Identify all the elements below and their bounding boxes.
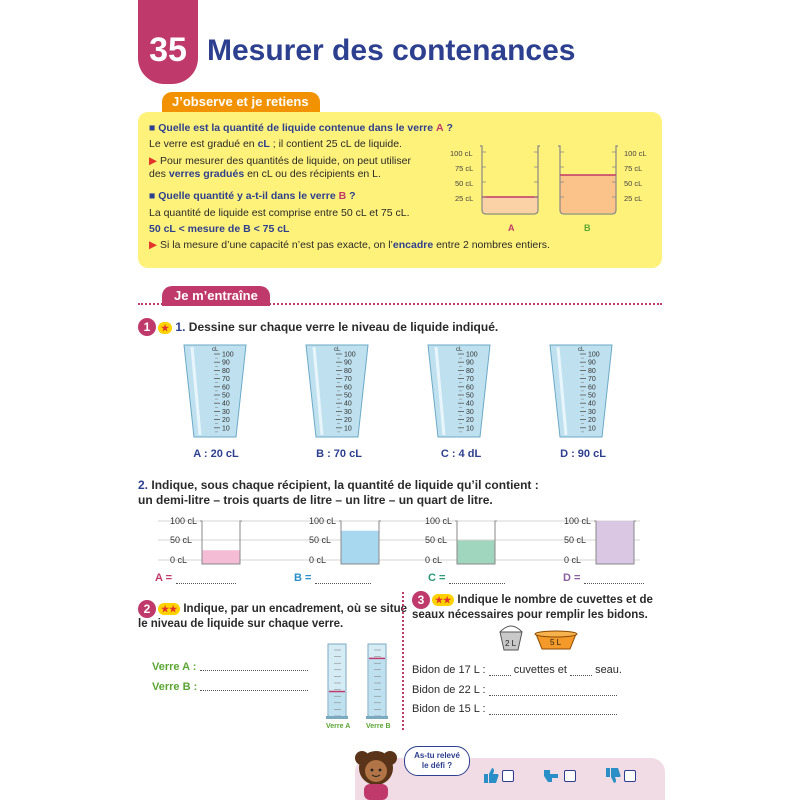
paragraph-3: La quantité de liquide est comprise entre 50 cL et 75 cL. bbox=[149, 207, 410, 219]
container-scale-label: 100 cL bbox=[309, 516, 337, 526]
verre-b-label: Verre B : bbox=[152, 681, 198, 693]
thumbs-side-icon bbox=[542, 766, 560, 784]
train-tab: Je m’entraîne bbox=[162, 286, 270, 306]
paragraph-2: ▶ Pour mesurer des quantités de liquide, on peut utiliser des verres gradués en cL ou des récipients en L. bbox=[149, 155, 411, 180]
cup-scale-label: 40 bbox=[466, 400, 474, 408]
thumbs-down-icon bbox=[604, 766, 622, 784]
cup-unit-label: cL bbox=[212, 347, 219, 353]
cup-unit-label: cL bbox=[334, 347, 341, 353]
square-bullet-icon: ■ bbox=[149, 190, 156, 202]
scale-label: 25 cL bbox=[624, 194, 643, 203]
container bbox=[309, 516, 381, 565]
container-scale-label: 50 cL bbox=[564, 535, 587, 545]
bucket-and-basin bbox=[494, 622, 584, 652]
verre-a-answer-line bbox=[200, 670, 308, 671]
cup-scale-label: 60 bbox=[222, 384, 230, 392]
container-scale-label: 50 cL bbox=[170, 535, 193, 545]
cup-unit-label: cL bbox=[578, 347, 585, 353]
thumbs-up-icon bbox=[482, 766, 500, 784]
challenge-speech-bubble: As-tu relevé le défi ? bbox=[404, 746, 470, 776]
cup-scale-label: 30 bbox=[344, 408, 352, 416]
exercise-2-badge: 2 bbox=[138, 600, 156, 618]
bucket-label: 2 L bbox=[505, 639, 517, 648]
cup-scale-label: 60 bbox=[588, 384, 596, 392]
arrow-bullet-icon: ▶ bbox=[149, 155, 158, 167]
checkbox-good[interactable] bbox=[502, 770, 514, 782]
exercise-1-sub1: ★ 1. Dessine sur chaque verre le niveau de liquide indiqué. bbox=[158, 320, 498, 335]
girl-character-icon bbox=[350, 746, 402, 800]
cup-scale-label: 70 bbox=[222, 376, 230, 384]
cup-scale-label: 60 bbox=[466, 384, 474, 392]
cup-d-caption: D : 90 cL bbox=[560, 448, 606, 460]
cup-scale-label: 10 bbox=[588, 425, 596, 433]
cup-scale-label: 80 bbox=[344, 367, 352, 375]
cup-scale-label: 100 bbox=[222, 351, 234, 359]
cup-scale-label: 30 bbox=[466, 408, 474, 416]
cup-scale-label: 80 bbox=[588, 367, 596, 375]
cup-scale-label: 50 bbox=[588, 392, 596, 400]
glass-a-liquid bbox=[482, 197, 538, 213]
glass-a-label: A bbox=[508, 223, 515, 233]
checkbox-bad[interactable] bbox=[624, 770, 636, 782]
cup-scale-label: 10 bbox=[344, 425, 352, 433]
cup-scale-label: 30 bbox=[222, 408, 230, 416]
answer-d: D = bbox=[563, 572, 644, 584]
cup-b-caption: B : 70 cL bbox=[316, 448, 362, 460]
cup-scale-label: 20 bbox=[222, 417, 230, 425]
measuring-cups bbox=[180, 343, 630, 441]
container-scale-label: 50 cL bbox=[309, 535, 332, 545]
tube-b-label: Verre B bbox=[366, 723, 391, 730]
cup-scale-label: 40 bbox=[344, 400, 352, 408]
container-scale-label: 100 cL bbox=[170, 516, 198, 526]
cup-scale-label: 70 bbox=[344, 376, 352, 384]
cup-c-caption: C : 4 dL bbox=[440, 448, 482, 460]
page-title: Mesurer des contenances bbox=[207, 34, 576, 67]
container-scale-label: 100 cL bbox=[564, 516, 592, 526]
checkbox-medium[interactable] bbox=[564, 770, 576, 782]
graduated-tubes bbox=[320, 640, 400, 732]
cup-scale-label: 100 bbox=[344, 351, 356, 359]
measuring-cup[interactable] bbox=[184, 345, 246, 437]
bidon-22: Bidon de 22 L : bbox=[412, 684, 617, 696]
container-scale-label: 0 cL bbox=[170, 555, 188, 565]
container-scale-label: 100 cL bbox=[425, 516, 453, 526]
scale-label: 100 cL bbox=[450, 149, 473, 158]
basin-icon bbox=[535, 631, 577, 649]
tube-a bbox=[326, 644, 348, 719]
cup-scale-label: 60 bbox=[344, 384, 352, 392]
glass-a bbox=[480, 146, 540, 214]
measuring-cup[interactable] bbox=[306, 345, 368, 437]
cup-scale-label: 20 bbox=[466, 417, 474, 425]
paragraph-4: 50 cL < mesure de B < 75 cL bbox=[149, 223, 290, 235]
cup-scale-label: 20 bbox=[344, 417, 352, 425]
exercise-1-sub2: 2. Indique, sous chaque récipient, la quantité de liquide qu’il contient : un demi-litre – trois quarts de litre – un litre – un quart de litre. bbox=[138, 478, 539, 507]
measuring-cup[interactable] bbox=[550, 345, 612, 437]
container-liquid bbox=[341, 531, 379, 564]
container-liquid bbox=[457, 541, 495, 565]
verre-b-answer-line bbox=[200, 690, 308, 691]
bidon-15: Bidon de 15 L : bbox=[412, 703, 617, 715]
cup-scale-label: 50 bbox=[344, 392, 352, 400]
observe-glasses-diagram bbox=[446, 140, 660, 236]
exercise-2-text-line2: le niveau de liquide sur chaque verre. bbox=[138, 618, 344, 630]
paragraph-5: ▶ Si la mesure d’une capacité n’est pas exacte, on l’encadre entre 2 nombres entiers. bbox=[149, 239, 550, 251]
cup-scale-label: 100 bbox=[588, 351, 600, 359]
square-bullet-icon: ■ bbox=[149, 122, 156, 134]
exercise-3-text-line2: seaux nécessaires pour remplir les bidons. bbox=[412, 609, 648, 621]
bidon-17: Bidon de 17 L : cuvettes et seau. bbox=[412, 664, 622, 676]
lesson-number: 35 bbox=[138, 0, 198, 84]
answer-c: C = bbox=[428, 572, 505, 584]
container-scale-label: 0 cL bbox=[309, 555, 327, 565]
cup-scale-label: 10 bbox=[466, 425, 474, 433]
basin-label: 5 L bbox=[550, 638, 562, 647]
container-liquid bbox=[596, 521, 634, 564]
cup-scale-label: 90 bbox=[588, 359, 596, 367]
cup-scale-label: 90 bbox=[466, 359, 474, 367]
cup-scale-label: 80 bbox=[466, 367, 474, 375]
verre-a-label: Verre A : bbox=[152, 661, 197, 673]
cup-scale-label: 70 bbox=[588, 376, 596, 384]
measuring-cup[interactable] bbox=[428, 345, 490, 437]
star-icon: ★★ bbox=[158, 603, 180, 615]
container-scale-label: 0 cL bbox=[425, 555, 443, 565]
container bbox=[170, 516, 242, 565]
exercise-3-badge: 3 bbox=[412, 591, 430, 609]
cup-scale-label: 90 bbox=[344, 359, 352, 367]
star-icon: ★ bbox=[158, 322, 172, 334]
tube-a-label: Verre A bbox=[326, 723, 351, 730]
glass-b bbox=[558, 146, 618, 214]
exercise-3-text: ★★ Indique le nombre de cuvettes et de bbox=[432, 593, 653, 608]
observe-tab: J’observe et je retiens bbox=[162, 92, 320, 112]
exercise-1-badge: 1 bbox=[138, 318, 156, 336]
container bbox=[425, 516, 497, 565]
cup-scale-label: 20 bbox=[588, 417, 596, 425]
star-icon: ★★ bbox=[432, 594, 454, 606]
bucket-icon bbox=[500, 626, 522, 650]
container-liquid bbox=[202, 550, 240, 564]
scale-label: 50 cL bbox=[455, 179, 474, 188]
cup-a-caption: A : 20 cL bbox=[193, 448, 239, 460]
glass-b-liquid bbox=[560, 175, 616, 213]
observe-box bbox=[138, 112, 662, 268]
question-2: ■ Quelle quantité y a-t-il dans le verre B ? bbox=[149, 190, 356, 202]
scale-label: 100 cL bbox=[624, 149, 647, 158]
answer-a: A = bbox=[155, 572, 236, 584]
container-scale-label: 50 cL bbox=[425, 535, 448, 545]
cup-scale-label: 90 bbox=[222, 359, 230, 367]
cup-unit-label: cL bbox=[456, 347, 463, 353]
glass-b-label: B bbox=[584, 223, 591, 233]
cup-scale-label: 80 bbox=[222, 367, 230, 375]
cup-scale-label: 50 bbox=[466, 392, 474, 400]
cup-scale-label: 40 bbox=[588, 400, 596, 408]
scale-label: 75 cL bbox=[455, 164, 474, 173]
scale-label: 25 cL bbox=[455, 194, 474, 203]
container bbox=[564, 516, 636, 565]
cup-scale-label: 100 bbox=[466, 351, 478, 359]
answer-b: B = bbox=[294, 572, 371, 584]
cup-scale-label: 40 bbox=[222, 400, 230, 408]
cup-scale-label: 10 bbox=[222, 425, 230, 433]
containers bbox=[158, 512, 648, 568]
question-1: ■ Quelle est la quantité de liquide contenue dans le verre A ? bbox=[149, 122, 453, 134]
arrow-bullet-icon: ▶ bbox=[149, 239, 158, 251]
cup-scale-label: 70 bbox=[466, 376, 474, 384]
exercise-2-text: ★★ Indique, par un encadrement, où se situe bbox=[158, 602, 407, 617]
cup-scale-label: 50 bbox=[222, 392, 230, 400]
cup-scale-label: 30 bbox=[588, 408, 596, 416]
scale-label: 75 cL bbox=[624, 164, 643, 173]
paragraph-1: Le verre est gradué en cL ; il contient 25 cL de liquide. bbox=[149, 138, 402, 150]
container-scale-label: 0 cL bbox=[564, 555, 582, 565]
exercise-separator bbox=[402, 592, 404, 730]
scale-label: 50 cL bbox=[624, 179, 643, 188]
tube-b bbox=[366, 644, 388, 719]
